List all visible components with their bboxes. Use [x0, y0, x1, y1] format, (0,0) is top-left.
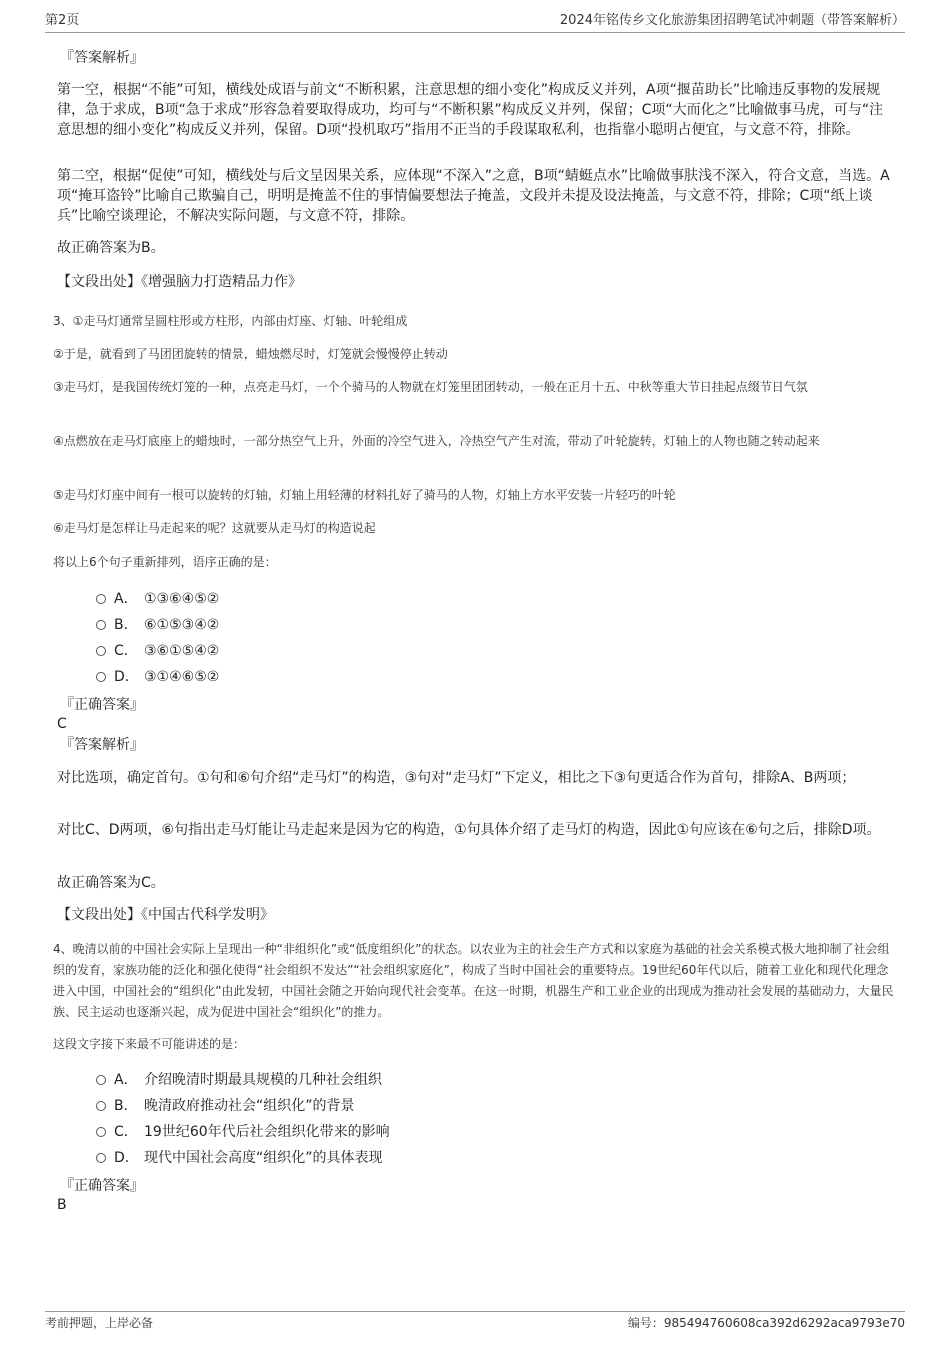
- question-3-sentence-2: ②于是，就看到了马团团旋转的情景，蜡烛燃尽时，灯笼就会慢慢停止转动: [53, 347, 448, 361]
- radio-icon[interactable]: [96, 1075, 106, 1085]
- radio-icon[interactable]: [96, 620, 106, 630]
- option-text: ③①④⑥⑤②: [144, 669, 220, 685]
- document-serial: 编号：985494760608ca392d6292aca9793e70: [627, 1316, 905, 1330]
- radio-icon[interactable]: [96, 646, 106, 656]
- radio-icon[interactable]: [96, 1127, 106, 1137]
- option-text: 介绍晚清时期最具规模的几种社会组织: [144, 1072, 382, 1088]
- correct-answer: B: [57, 1197, 67, 1213]
- radio-icon[interactable]: [96, 672, 106, 682]
- option-letter: D．: [114, 1150, 139, 1166]
- source-citation: 【文段出处】《增强脑力打造精品力作》: [57, 274, 302, 290]
- correct-answer-label: 『正确答案』: [60, 697, 144, 713]
- option-letter: A．: [114, 1072, 138, 1088]
- option-letter: A．: [114, 591, 138, 607]
- option-letter: D．: [114, 669, 139, 685]
- question-3-sentence-1: 3、①走马灯通常呈圆柱形或方柱形，内部由灯座、灯轴、叶轮组成: [53, 314, 408, 328]
- document-title: 2024年铭传乡文化旅游集团招聘笔试冲刺题（带答案解析）: [559, 13, 905, 28]
- question-3-sentence-5: ⑤走马灯灯座中间有一根可以旋转的灯轴，灯轴上用轻薄的材料扎好了骑马的人物，灯轴上方水平安装一片轻巧的叶轮: [53, 488, 676, 502]
- page-footer: [45, 1311, 905, 1334]
- correct-answer-label: 『正确答案』: [60, 1178, 144, 1194]
- analysis-conclusion: 故正确答案为B。: [57, 240, 165, 256]
- page-number: 第2页: [45, 13, 80, 28]
- option-text: ⑥①⑤③④②: [144, 617, 220, 633]
- option-letter: C．: [114, 1124, 138, 1140]
- option-text: ③⑥①⑤④②: [144, 643, 220, 659]
- question-4-passage: 4、晚清以前的中国社会实际上呈现出一种“非组织化”或“低度组织化”的状态。以农业为主的社会生产方式和以家庭为基础的社会关系模式极大地抑制了社会组织的发育，家族功能的泛化和强化使得“社会组织不发达”“社会组织家庭化”，构成了当时中国社会的重要特点。19世纪60年代以后，随着工业化和现代化理念进入中国，中国社会的“组织化”由此发轫，中国社会随之开始向现代社会变革。在这一时期，机器生产和工业企业的出现成为推动社会发展的基础动力，大量民族、民主运动也逐渐兴起，成为促进中国社会“组织化”的推力。: [53, 942, 894, 1019]
- option-text: ①③⑥④⑤②: [144, 591, 220, 607]
- analysis-paragraph-1: 对比选项，确定首句。①句和⑥句介绍“走马灯”的构造，③句对“走马灯”下定义，相比之下③句更适合作为首句，排除A、B两项；: [57, 770, 856, 786]
- page-header: [45, 12, 905, 33]
- analysis-paragraph-1: 第一空，根据“不能”可知，横线处成语与前文“不断积累，注意思想的细小变化”构成反义并列，A项“揠苗助长”比喻违反事物的发展规律，急于求成，B项“急于求成”形容急着要取得成功，均可与“不断积累”构成反义并列，保留；C项“大而化之”比喻做事马虎，可与“注意思想的细小变化”构成反义并列，保留。D项“投机取巧”指用不正当的手段谋取私利，也指靠小聪明占便宜，与文意不符，排除。: [57, 82, 884, 138]
- correct-answer: C: [57, 716, 67, 732]
- question-3-sentence-4: ④点燃放在走马灯底座上的蜡烛时，一部分热空气上升，外面的冷空气进入，冷热空气产生对流，带动了叶轮旋转，灯轴上的人物也随之转动起来: [53, 434, 820, 448]
- source-citation: 【文段出处】《中国古代科学发明》: [57, 907, 274, 923]
- option-text: 晚清政府推动社会“组织化”的背景: [144, 1098, 355, 1114]
- radio-icon[interactable]: [96, 594, 106, 604]
- option-letter: B．: [114, 1098, 138, 1114]
- analysis-paragraph-2: 对比C、D两项，⑥句指出走马灯能让马走起来是因为它的构造，①句具体介绍了走马灯的构造，因此①句应该在⑥句之后，排除D项。: [57, 822, 881, 838]
- analysis-conclusion: 故正确答案为C。: [57, 875, 165, 891]
- option-letter: B．: [114, 617, 138, 633]
- option-text: 现代中国社会高度“组织化”的具体表现: [144, 1150, 383, 1166]
- option-letter: C．: [114, 643, 138, 659]
- question-3-sentence-6: ⑥走马灯是怎样让马走起来的呢？这就要从走马灯的构造说起: [53, 521, 376, 535]
- radio-icon[interactable]: [96, 1153, 106, 1163]
- analysis-label: 『答案解析』: [60, 50, 144, 66]
- question-3-prompt: 将以上6个句子重新排列，语序正确的是：: [53, 555, 277, 569]
- question-3-sentence-3: ③走马灯，是我国传统灯笼的一种，点亮走马灯，一个个骑马的人物就在灯笼里团团转动，一般在正月十五、中秋等重大节日挂起点缀节日气氛: [53, 380, 808, 394]
- question-4-prompt: 这段文字接下来最不可能讲述的是：: [53, 1037, 246, 1051]
- radio-icon[interactable]: [96, 1101, 106, 1111]
- option-text: 19世纪60年代后社会组织化带来的影响: [144, 1124, 390, 1140]
- analysis-label: 『答案解析』: [60, 737, 144, 753]
- footer-slogan: 考前押题，上岸必备: [45, 1316, 154, 1330]
- analysis-paragraph-2: 第二空，根据“促使”可知，横线处与后文呈因果关系，应体现“不深入”之意，B项“蜻蜓点水”比喻做事肤浅不深入，符合文意，当选。A项“掩耳盗铃”比喻自己欺骗自己，明明是掩盖不住的事情偏要想法子掩盖，文段并未提及设法掩盖，与文意不符，排除；C项“纸上谈兵”比喻空谈理论，不解决实际问题，与文意不符，排除。: [57, 168, 890, 224]
